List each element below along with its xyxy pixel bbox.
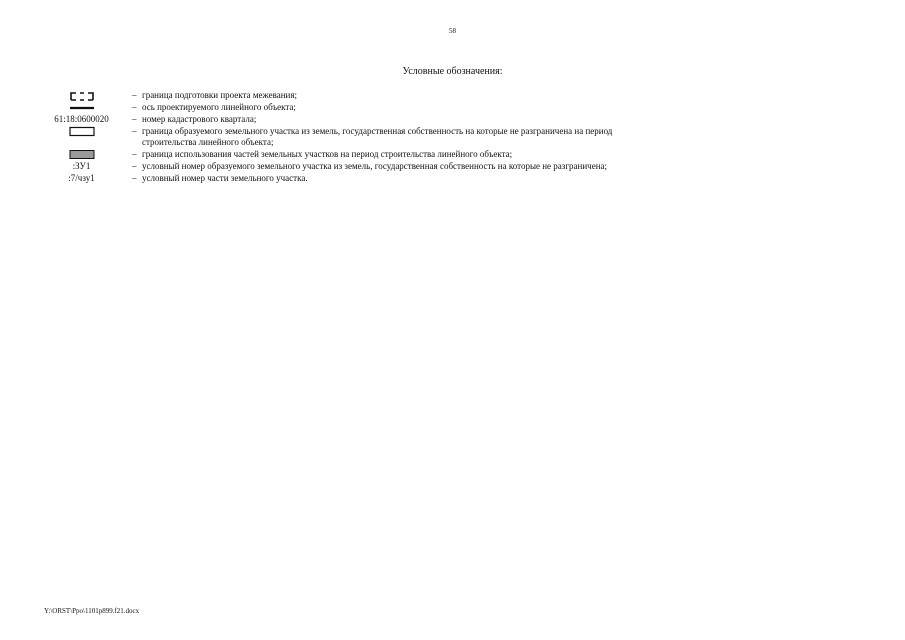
legend-text: – ось проектируемого линейного объекта; (132, 102, 744, 113)
outline-rect-icon (44, 126, 119, 137)
legend-text: – номер кадастрового квартала; (132, 114, 744, 125)
parcel-part-number-label: :7/чзу1 (68, 173, 95, 183)
legend (44, 90, 744, 185)
axis-line-icon (44, 102, 119, 113)
legend-text: – граница подготовки проекта межевания; (132, 90, 744, 101)
legend-text-continuation: строительства линейного объекта; (142, 137, 274, 147)
legend-text: – условный номер образуемого земельного участка из земель, государственная собственность на которые не разграничена; (132, 161, 744, 172)
legend-text: – граница использования частей земельных участков на период строительства линейного объекта; (132, 149, 744, 160)
gray-rect-icon (44, 149, 119, 160)
legend-item (44, 114, 744, 125)
legend-text: – граница образуемого земельного участка из земель, государственная собственность на которые не разграничена на период (132, 126, 744, 137)
legend-item (44, 161, 744, 172)
cadastral-quarter-label: 61:18:0600020 (54, 114, 109, 124)
page-number: 58 (449, 27, 456, 35)
parcel-number-label: :ЗУ1 (72, 161, 91, 171)
footer-file-path: Y:\ORST\Ppo\1101p899.f21.docx (44, 607, 140, 615)
legend-title: Условные обозначения: (402, 66, 503, 77)
legend-item (44, 90, 744, 101)
dashed-boundary-icon (44, 90, 119, 101)
legend-item (44, 126, 744, 148)
legend-item (44, 149, 744, 160)
legend-item (44, 102, 744, 113)
legend-text: – условный номер части земельного участка. (132, 173, 744, 184)
legend-item (44, 173, 744, 184)
